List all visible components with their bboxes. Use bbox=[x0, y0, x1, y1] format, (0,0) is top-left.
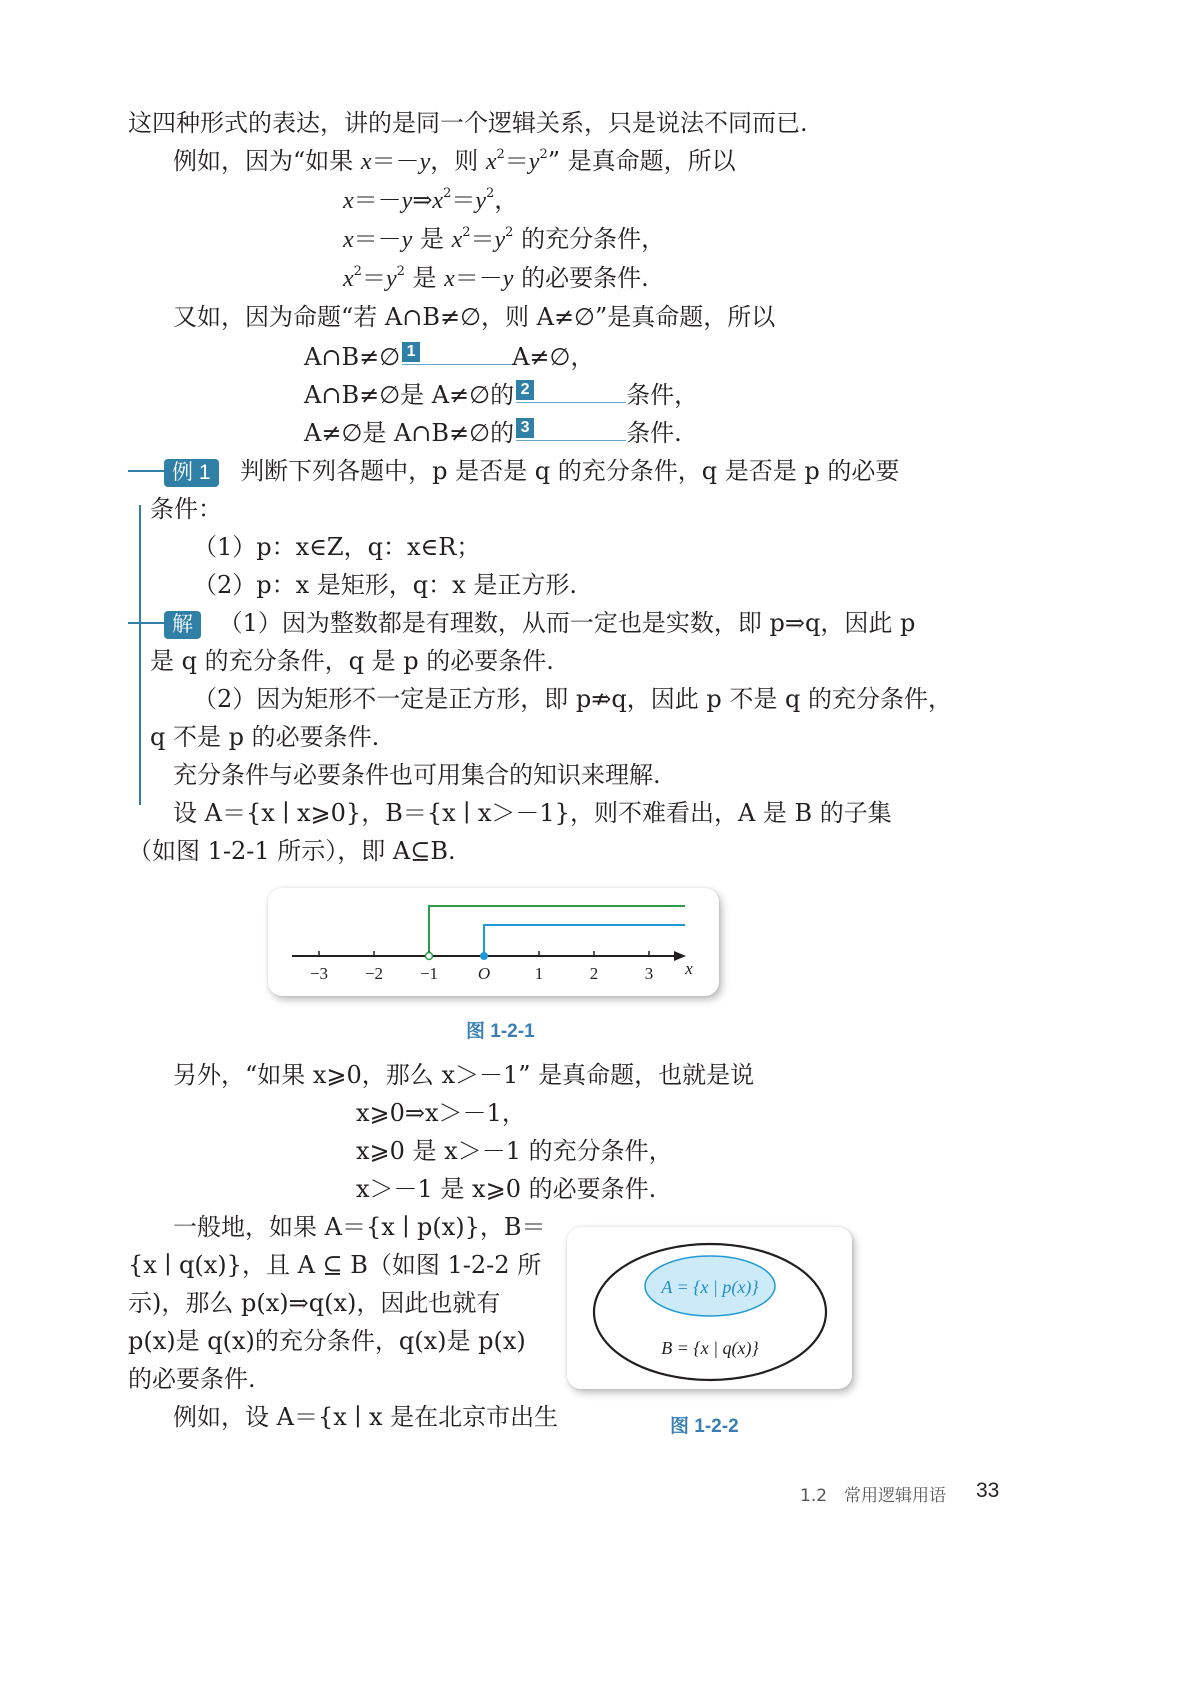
text-line: 这四种形式的表达，讲的是同一个逻辑关系，只是说法不同而已. bbox=[128, 109, 808, 137]
axis-arrow bbox=[674, 951, 686, 961]
tick-label: 3 bbox=[644, 964, 654, 983]
example-bracket bbox=[139, 505, 141, 805]
example-item-1: （1）p：x∈Z，q：x∈R； bbox=[193, 533, 481, 561]
fill-in-line-1: A∩B≠∅ 1 A≠∅， bbox=[304, 338, 594, 375]
tick-label: 2 bbox=[589, 964, 599, 983]
text-line: （2）因为矩形不一定是正方形，即 p⇏q，因此 p 不是 q 的充分条件， bbox=[193, 685, 952, 713]
text-line: （如图 1-2-1 所示），即 A⊆B. bbox=[128, 837, 456, 865]
formula-line: $x^2=y^2$ 是 x＝－y 的必要条件. bbox=[343, 264, 649, 292]
text-line: p(x)是 q(x)的充分条件，q(x)是 p(x) bbox=[128, 1327, 526, 1355]
text-line: 例如，因为“如果 x＝－y，则 $x^2=y^2$” 是真命题，所以 bbox=[173, 147, 736, 175]
text-line: 一般地，如果 A＝{x ∣ p(x)}，B＝ bbox=[173, 1213, 546, 1241]
set-b-ray bbox=[429, 906, 685, 953]
fill-in-line-2: A∩B≠∅是 A≠∅的 2 条件， bbox=[304, 376, 698, 413]
figure-caption: 图 1-2-2 bbox=[670, 1416, 739, 1437]
axis-label: x bbox=[685, 959, 693, 978]
tick-label-origin: O bbox=[477, 964, 491, 983]
tick-label: 1 bbox=[534, 964, 544, 983]
text-line: 条件： bbox=[150, 495, 222, 523]
open-point-minus-1 bbox=[426, 953, 433, 960]
example-item-2: （2）p：x 是矩形，q：x 是正方形. bbox=[193, 571, 577, 599]
fill-in-line-3: A≠∅是 A∩B≠∅的 3 条件. bbox=[304, 414, 682, 451]
figure-1-2-2 bbox=[567, 1227, 852, 1389]
set-a-label: A = {x | p(x)} bbox=[661, 1277, 759, 1297]
text-line: 设 A＝{x ∣ x⩾0}，B＝{x ∣ x＞－1}，则不难看出，A 是 B 的子集 bbox=[173, 799, 892, 827]
formula-line: x＝－y 是 $x^2=y^2$ 的充分条件， bbox=[343, 225, 666, 253]
number-line bbox=[268, 888, 719, 996]
venn-diagram bbox=[567, 1227, 852, 1389]
text-line: 例如，设 A＝{x ∣ x 是在北京市出生 bbox=[173, 1403, 559, 1431]
blank-2[interactable]: 2 bbox=[516, 376, 626, 403]
text-line: 另外，“如果 x⩾0，那么 x＞－1” 是真命题，也就是说 bbox=[173, 1061, 755, 1089]
text-line: {x ∣ q(x)}，且 A ⊆ B（如图 1-2-2 所 bbox=[128, 1251, 542, 1279]
closed-point-0 bbox=[480, 952, 488, 960]
blank-3[interactable]: 3 bbox=[516, 414, 626, 441]
text-line: 又如，因为命题“若 A∩B≠∅，则 A≠∅”是真命题，所以 bbox=[173, 303, 776, 331]
formula-line: x⩾0 是 x＞－1 的充分条件， bbox=[356, 1137, 673, 1165]
formula-line: x＞－1 是 x⩾0 的必要条件. bbox=[356, 1175, 657, 1203]
text-line: 是 q 的充分条件，q 是 p 的必要条件. bbox=[150, 647, 554, 675]
formula-line: $x=-y\Rightarrow x^2=y^2$， bbox=[343, 186, 519, 214]
figure-caption: 图 1-2-1 bbox=[466, 1021, 535, 1042]
text-line: q 不是 p 的必要条件. bbox=[150, 723, 380, 751]
section-footer: 1.2 常用逻辑用语 bbox=[800, 1486, 947, 1506]
set-a-ray bbox=[484, 925, 685, 953]
solution-bracket bbox=[128, 622, 164, 624]
page-number: 33 bbox=[976, 1479, 1000, 1502]
example-heading: 例 1 判断下列各题中，p 是否是 q 的充分条件，q 是否是 p 的必要 bbox=[164, 453, 899, 489]
solution-heading: 解 （1）因为整数都是有理数，从而一定也是实数，即 p⇒q，因此 p bbox=[164, 605, 915, 641]
text-line: 的必要条件. bbox=[128, 1365, 256, 1393]
example-tag: 例 1 bbox=[164, 459, 219, 487]
tick-label: −1 bbox=[419, 964, 439, 983]
set-b-label: B = {x | q(x)} bbox=[661, 1338, 759, 1358]
tick-label: −2 bbox=[364, 964, 384, 983]
text-line: 示)，那么 p(x)⇒q(x)，因此也就有 bbox=[128, 1289, 501, 1317]
solution-tag: 解 bbox=[164, 611, 201, 639]
figure-1-2-1 bbox=[268, 888, 719, 996]
formula-line: x⩾0⇒x＞－1， bbox=[356, 1099, 526, 1127]
blank-1[interactable]: 1 bbox=[402, 338, 512, 365]
text-line: 充分条件与必要条件也可用集合的知识来理解. bbox=[173, 761, 661, 789]
tick-label: −3 bbox=[309, 964, 329, 983]
